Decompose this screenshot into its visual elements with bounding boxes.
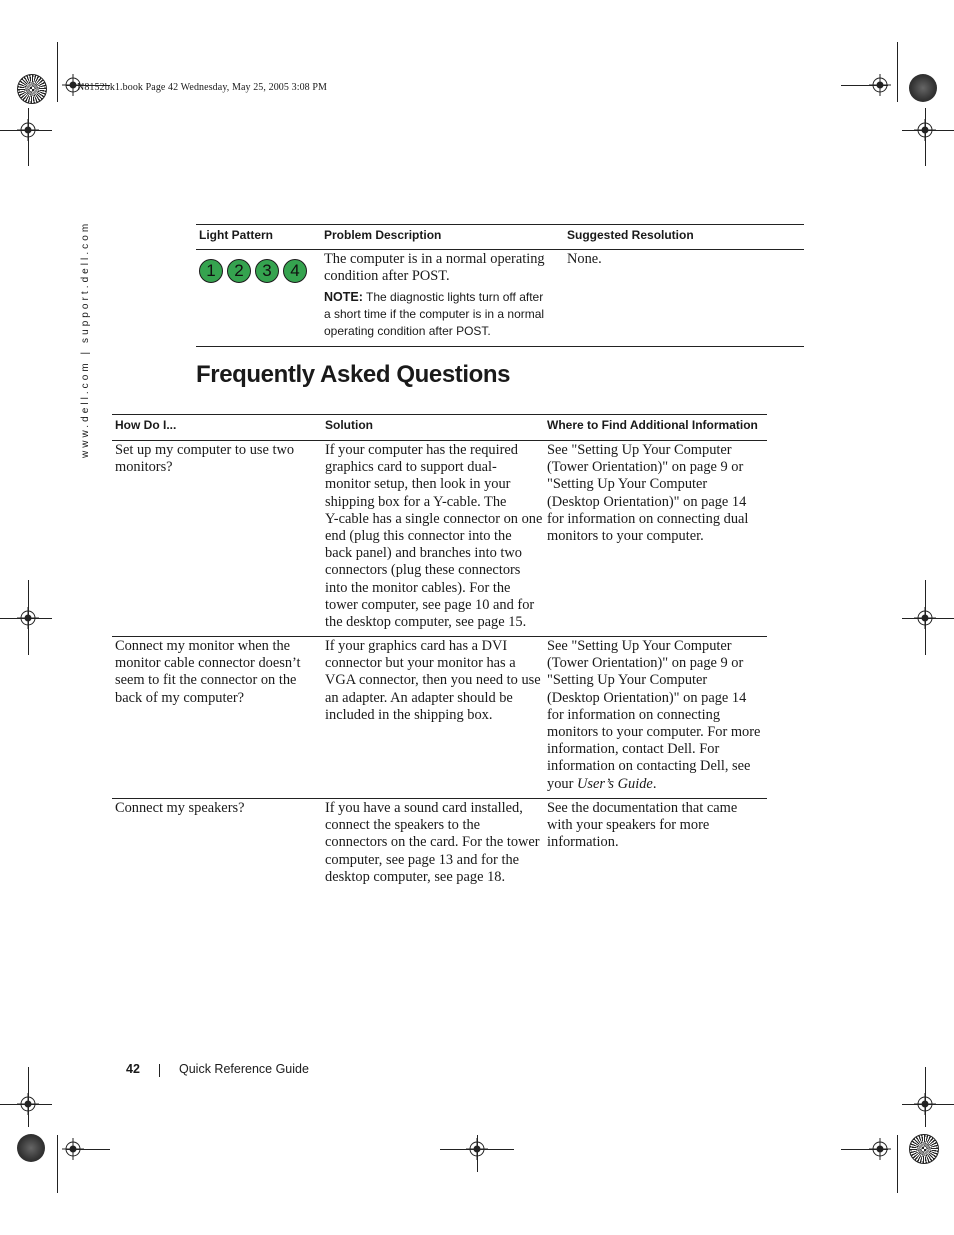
document-title: Quick Reference Guide <box>179 1062 309 1076</box>
note-label: NOTE: <box>324 290 363 304</box>
print-slug: N8152bk1.book Page 42 Wednesday, May 25, 2005 3:08 PM <box>77 82 328 93</box>
solution-cell: If you have a sound card installed, connect the speakers to the connectors on the card. For the tower computer, see page 13 and for the desktop computer, see page 18. <box>325 800 540 885</box>
registration-mark-icon <box>17 607 39 629</box>
suggested-resolution: None. <box>567 251 602 267</box>
header-additional-info: Where to Find Additional Information <box>547 418 758 432</box>
light-4-icon: 4 <box>283 259 307 283</box>
page-title: Frequently Asked Questions <box>196 361 511 388</box>
problem-description: The computer is in a normal operating condition after POST. <box>324 251 545 285</box>
header-problem-description: Problem Description <box>324 228 442 242</box>
header-how-do-i: How Do I... <box>115 418 177 432</box>
color-bar-starburst-icon <box>17 1134 45 1162</box>
question-cell: Connect my monitor when the monitor cable connector doesn’t seem to fit the connector on the back of my computer? <box>115 638 301 706</box>
users-guide-title: User’s Guide <box>576 775 653 792</box>
info-cell: See "Setting Up Your Computer (Tower Orientation)" on page 9 or "Setting Up Your Computer (Desktop Orientation)" on page 14 for information on connecting dual monitors to your computer. <box>547 442 749 545</box>
question-cell: Set up my computer to use two monitors? <box>115 442 295 476</box>
registration-mark-icon <box>17 1093 39 1115</box>
registration-mark-icon <box>914 1093 936 1115</box>
note: NOTE: The diagnostic lights turn off after a short time if the computer is in a normal operating condition after POST. <box>324 290 545 338</box>
color-bar-starburst-icon <box>909 1134 939 1164</box>
light-3-icon: 3 <box>255 259 279 283</box>
registration-mark-icon <box>466 1138 488 1160</box>
question-cell: Connect my speakers? <box>115 800 245 816</box>
registration-mark-icon <box>869 1138 891 1160</box>
page-number: 42 <box>126 1062 140 1076</box>
registration-mark-icon <box>914 119 936 141</box>
info-cell: See "Setting Up Your Computer (Tower Orientation)" on page 9 or "Setting Up Your Computer (Desktop Orientation)" on page 14 for information on connecting monitors to your computer. For more information, contact Dell. For information on contacting Dell, see your User’s Guide. <box>547 638 761 792</box>
footer-divider <box>159 1064 160 1077</box>
info-cell: See the documentation that came with your speakers for more information. <box>547 800 738 851</box>
light-2-icon: 2 <box>227 259 251 283</box>
registration-mark-icon <box>17 119 39 141</box>
color-bar-starburst-icon <box>909 74 937 102</box>
color-bar-starburst-icon <box>17 74 47 104</box>
header-solution: Solution <box>325 418 373 432</box>
solution-cell: If your graphics card has a DVI connector but your monitor has a VGA connector, then you need to use an adapter. An adapter should be included in the shipping box. <box>325 638 541 723</box>
header-suggested-resolution: Suggested Resolution <box>567 228 694 242</box>
light-1-icon: 1 <box>199 259 223 283</box>
solution-cell: If your computer has the required graphics card to support dual- monitor setup, then look in your shipping box for a Y-cable. The Y-cable has a single connector on one end (plug this connector into the back panel) and branches into two connectors (plug these connectors into the monitor cables). For the tower computer, see page 10 and for the desktop computer, see page 15. <box>325 442 543 631</box>
side-url: www.dell.com | support.dell.com <box>80 220 91 458</box>
registration-mark-icon <box>869 74 891 96</box>
header-light-pattern: Light Pattern <box>199 228 273 242</box>
registration-mark-icon <box>914 607 936 629</box>
registration-mark-icon <box>62 1138 84 1160</box>
